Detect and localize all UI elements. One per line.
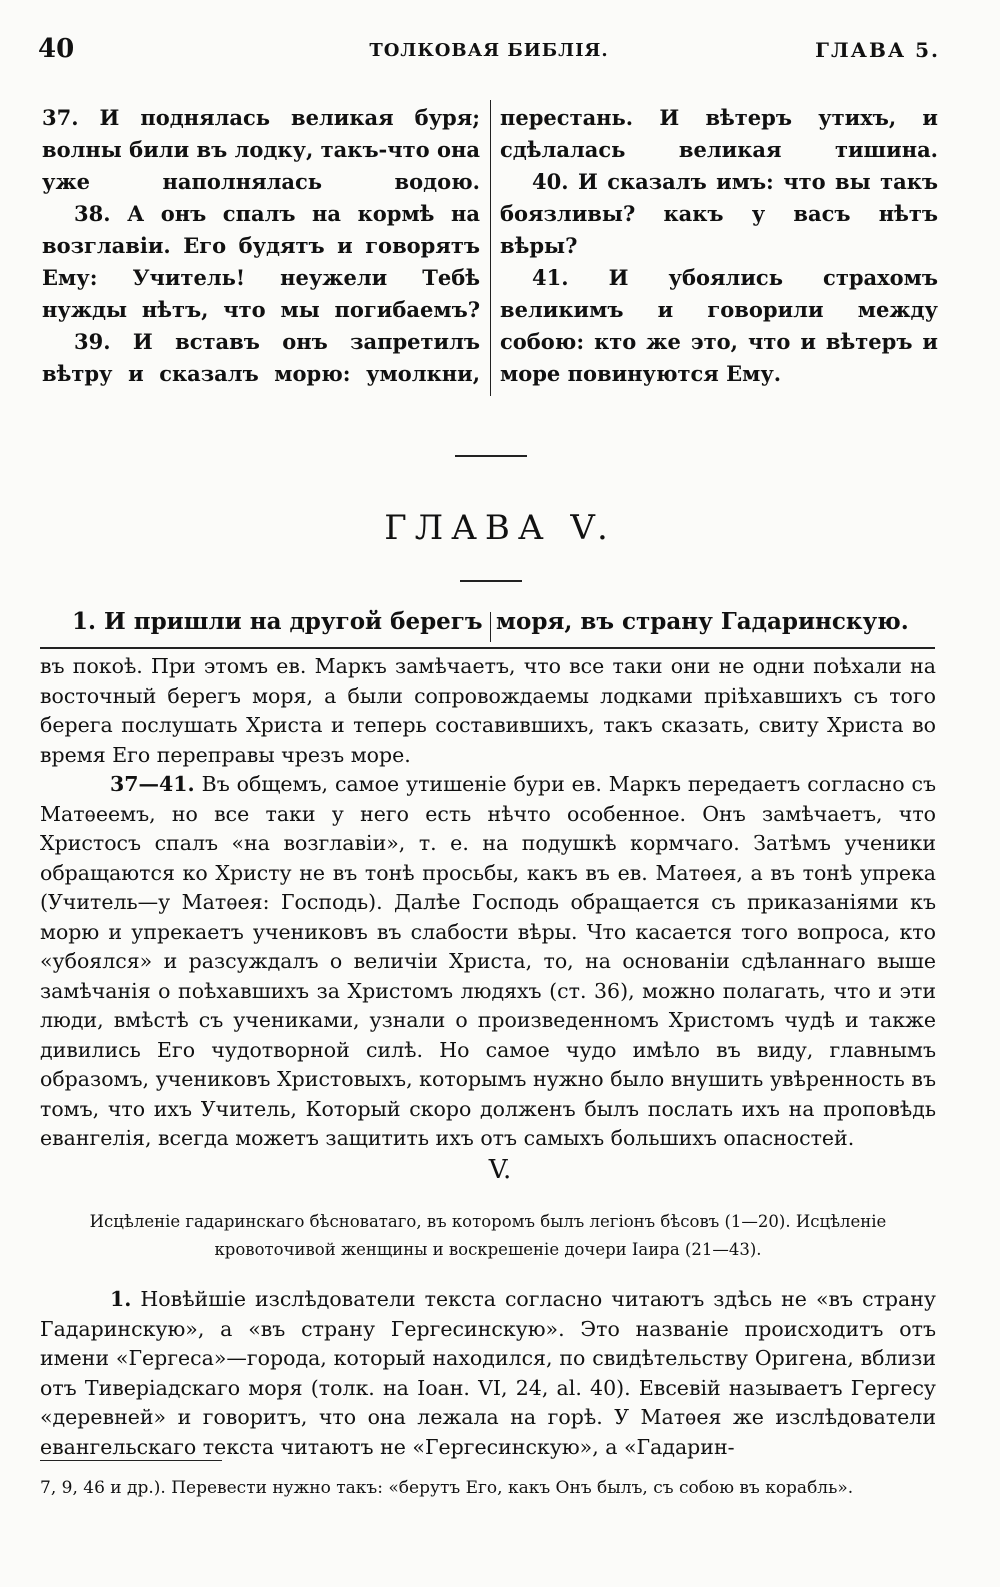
- scripture-verse: 39. И вставъ онъ запретилъ вѣтру и сказалъ морю: умолкни,: [42, 329, 480, 386]
- ornamental-rule: [455, 455, 527, 457]
- scripture-column-right: [500, 102, 938, 390]
- commentary-block: [40, 652, 936, 1154]
- commentary-paragraph: въ покоѣ. При этомъ ев. Маркъ замѣчаетъ, что все таки они не одни поѣхали на восточный берегъ моря, а были сопровождаемы лодками пріѣхавшихъ съ того берега послушать Христа и теперь составившихъ, такъ сказать, свиту Христа во время Его переправы чрезъ море.: [40, 654, 936, 767]
- scripture-verse: 37. И поднялась великая буря; волны били въ лодку, такъ-что она уже наполнялась водою.: [42, 105, 480, 194]
- section-number: V.: [488, 1155, 512, 1185]
- running-title: ТОЛКОВАЯ БИБЛІЯ.: [369, 40, 609, 61]
- commentary-block: [40, 1285, 936, 1462]
- chapter-heading: ГЛАВА V.: [384, 508, 616, 548]
- page-header: [38, 34, 940, 74]
- verse-reference: 1.: [110, 1287, 132, 1311]
- running-chapter-label: ГЛАВА 5.: [815, 38, 940, 62]
- scripture-verse: 38. А онъ спалъ на кормѣ на возглавіи. Его будятъ и говорятъ Ему: Учитель! неужели Тебѣ нужды нѣтъ, что мы погибаемъ?: [42, 201, 480, 322]
- scripture-verse: перестань. И вѣтеръ утихъ, и сдѣлалась великая тишина.: [500, 105, 938, 162]
- scripture-verse: 40. И сказалъ имъ: что вы такъ боязливы? какъ у васъ нѣтъ вѣры?: [500, 169, 938, 258]
- verse-1-left: 1. И пришли на другой берегъ: [72, 608, 483, 635]
- column-divider: [490, 612, 491, 642]
- scripture-column-left: [42, 102, 480, 390]
- commentary-paragraph: [40, 1285, 936, 1462]
- section-summary: Исцѣленіе гадаринскаго бѣсноватаго, въ которомъ былъ легіонъ бѣсовъ (1—20). Исцѣленіе кровоточивой женщины и воскрешеніе дочери Іаира (21—43).: [89, 1212, 887, 1259]
- commentary-paragraph: [40, 770, 936, 1154]
- text-rule: [40, 647, 935, 649]
- commentary-text: Въ общемъ, самое утишеніе бури ев. Маркъ передаетъ согласно съ Матѳеемъ, но все таки у него есть нѣчто особенное. Онъ замѣчаетъ, что Христосъ спалъ «на возглавіи», т. е. на подушкѣ кормчаго. Затѣмъ ученики обращаются ко Христу не въ тонѣ просьбы, какъ въ ев. Матѳея, а въ тонѣ упрека (Учитель—у Матѳея: Господь). Далѣе Господь обращается съ приказаніями къ морю и упрекаетъ учениковъ въ слабости вѣры. Что касается того вопроса, кто «убоялся» и разсуждалъ о величіи Христа, то, на основаніи сдѣланнаго выше замѣчанія о поѣхавшихъ за Христомъ людяхъ (ст. 36), можно полагать, что и эти люди, вмѣстѣ съ учениками, узнали о произведенномъ Христомъ чудѣ и также дивились Его чудотворной силѣ. Но самое чудо имѣло въ виду, главнымъ образомъ, учениковъ Христовыхъ, которымъ нужно было внушить увѣренность въ томъ, что ихъ Учитель, Который скоро долженъ былъ послать ихъ на проповѣдь евангелія, всегда можетъ защитить ихъ отъ самыхъ большихъ опасностей.: [40, 772, 936, 1150]
- footnote-rule: [40, 1460, 222, 1461]
- column-divider: [490, 100, 491, 396]
- ornamental-rule: [460, 580, 522, 582]
- scripture-verse: 41. И убоялись страхомъ великимъ и говорили между собою: кто же это, что и вѣтеръ и море повинуются Ему.: [500, 265, 938, 386]
- verse-reference: 37—41.: [110, 772, 195, 796]
- verse-1-right: моря, въ страну Гадаринскую.: [496, 608, 909, 635]
- footnote: 7, 9, 46 и др.). Перевести нужно такъ: «берутъ Его, какъ Онъ былъ, съ собою въ корабль».: [40, 1478, 854, 1498]
- page-number: 40: [38, 34, 75, 64]
- commentary-text: Новѣйшіе изслѣдователи текста согласно читаютъ здѣсь не «въ страну Гадаринскую», а «въ страну Гергесинскую». Это названіе происходитъ отъ имени «Гергеса»—города, который находился, по свидѣтельству Оригена, вблизи отъ Тиверіадскаго моря (толк. на Іоан. VI, 24, al. 40). Евсевій называетъ Гергесу «деревней» и говоритъ, что она лежала на горѣ. У Матѳея же изслѣдователи евангельскаго текста читаютъ не «Гергесинскую», а «Гадарин-: [40, 1287, 936, 1459]
